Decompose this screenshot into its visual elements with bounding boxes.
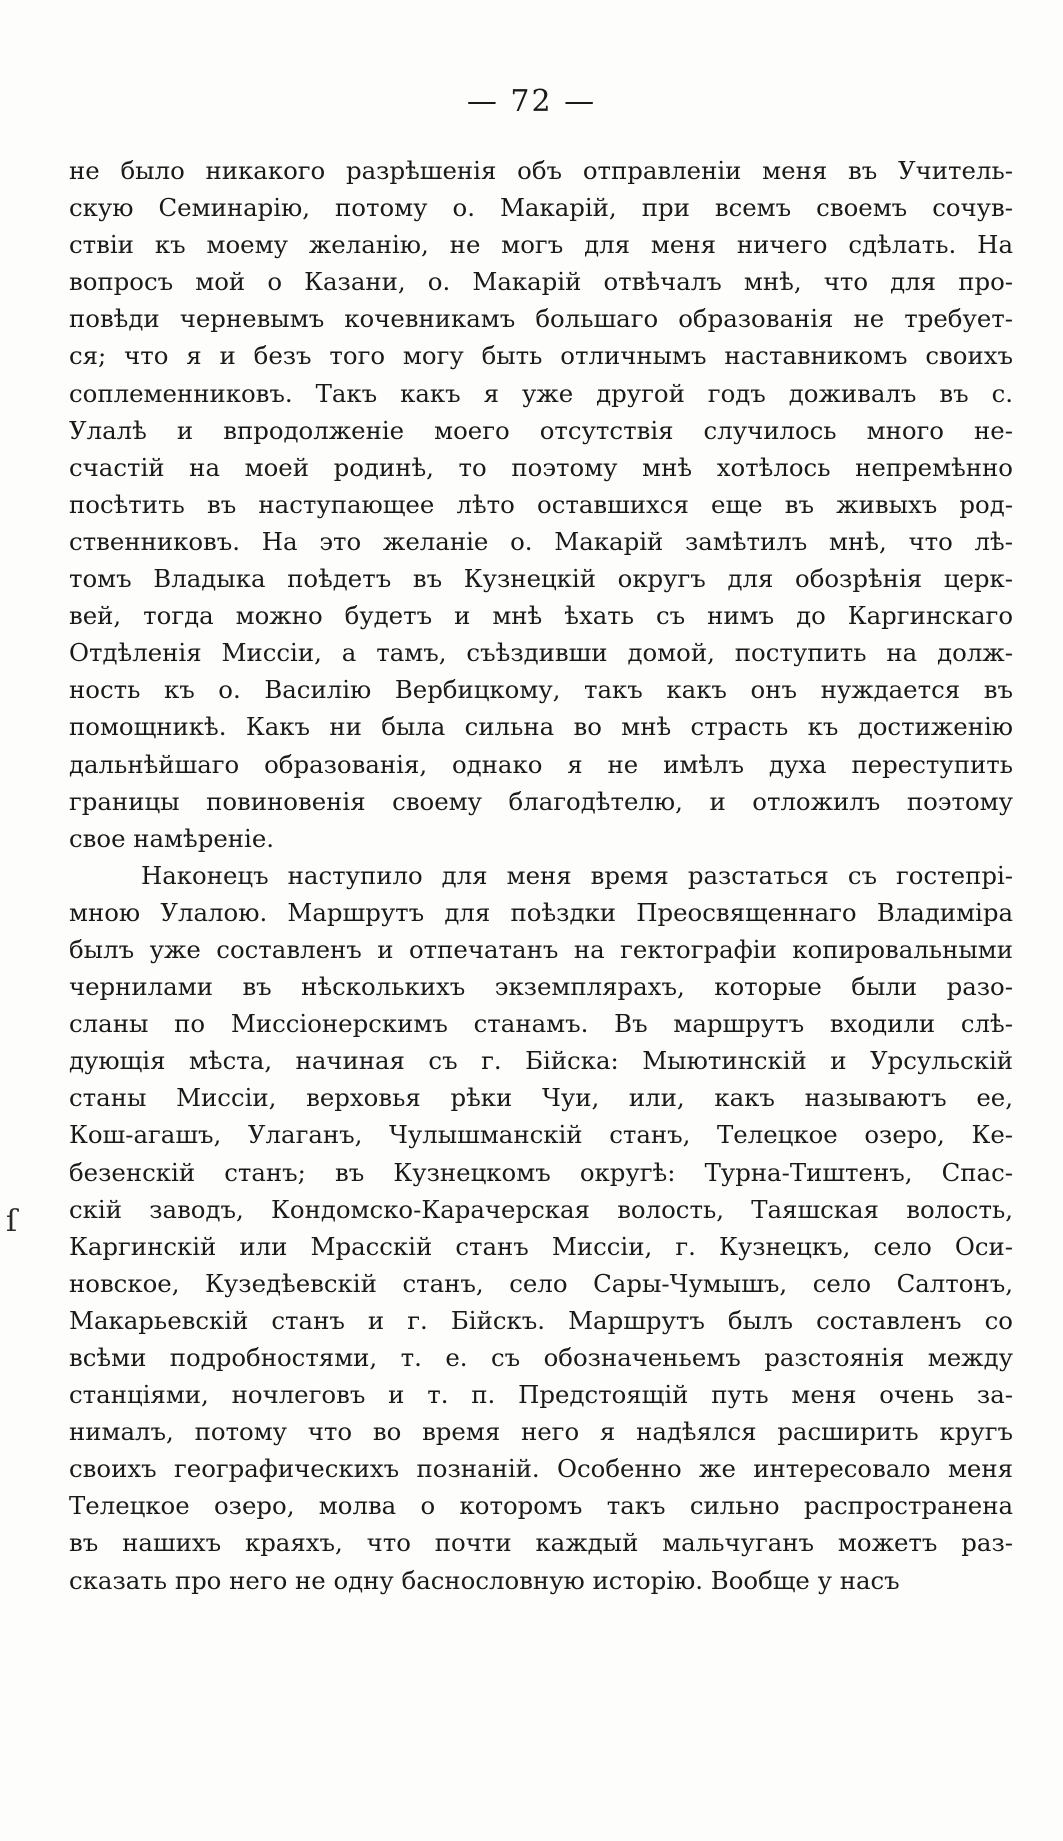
text-line: вей, тогда можно будетъ и мнѣ ѣхать съ нимъ до Каргинскаго xyxy=(69,601,1013,631)
text-line: былъ уже составленъ и отпечатанъ на гектографіи копировальными xyxy=(69,934,1013,964)
text-line: дальнѣйшаго образованія, однако я не имѣлъ духа переступить xyxy=(69,749,1013,779)
text-line: дующія мѣста, начиная съ г. Бійска: Мыютинскій и Урсульскій xyxy=(69,1046,1013,1076)
text-line: повѣди черневымъ кочевникамъ большаго образованія не требует- xyxy=(69,304,1013,334)
text-line: сланы по Миссіонерскимъ станамъ. Въ маршрутъ входили слѣ- xyxy=(69,1009,1013,1039)
text-line: помощникѣ. Какъ ни была сильна во мнѣ страсть къ достиженію xyxy=(69,712,1013,742)
paragraph xyxy=(69,857,1013,1599)
text-line: всѣми подробностями, т. е. съ обозначеньемъ разстоянія между xyxy=(69,1343,1013,1372)
text-line: соплеменниковъ. Такъ какъ я уже другой годъ доживалъ въ с. xyxy=(69,378,1013,408)
margin-annotation-mark: ſ xyxy=(6,1204,18,1239)
text-line: станціями, ночлеговъ и т. п. Предстоящій путь меня очень за- xyxy=(69,1380,1013,1410)
text-line: посѣтить въ наступающее лѣто оставшихся еще въ живыхъ род- xyxy=(69,489,1013,519)
text-line: скій заводъ, Кондомско-Карачерская волость, Таяшская волость, xyxy=(69,1194,1013,1224)
text-line: нималъ, потому что во время него я надѣялся расширить кругъ xyxy=(69,1417,1013,1447)
text-line: ственниковъ. На это желаніе о. Макарій замѣтилъ мнѣ, что лѣ- xyxy=(69,526,1013,556)
text-line: чернилами въ нѣсколькихъ экземплярахъ, которые были разо- xyxy=(69,972,1013,1002)
text-line: своихъ географическихъ познаній. Особенно же интересовало меня xyxy=(69,1454,1013,1484)
text-line: новское, Кузедѣевскій станъ, село Сары-Чумышъ, село Салтонъ, xyxy=(69,1268,1013,1298)
text-line: въ нашихъ краяхъ, что почти каждый мальчуганъ можетъ раз- xyxy=(69,1528,1013,1558)
text-line: станы Миссіи, верховья рѣки Чуи, или, какъ называютъ ее, xyxy=(69,1083,1013,1113)
text-line: счастій на моей родинѣ, то поэтому мнѣ хотѣлось непремѣнно xyxy=(69,452,1013,482)
text-line: безенскій станъ; въ Кузнецкомъ округѣ: Турна-Тиштенъ, Спас- xyxy=(69,1157,1013,1187)
text-line: Каргинскій или Мрасскій станъ Миссіи, г. Кузнецкъ, село Оси- xyxy=(69,1231,1013,1261)
text-line: скую Семинарію, потому о. Макарій, при всемъ своемъ сочув- xyxy=(69,193,1013,223)
page-number: — 72 — xyxy=(466,84,597,119)
text-line: Телецкое озеро, молва о которомъ такъ сильно распространена xyxy=(69,1491,1013,1521)
text-line: ность къ о. Василію Вербицкому, такъ какъ онъ нуждается въ xyxy=(69,675,1013,705)
text-line: не было никакого разрѣшенія объ отправленіи меня въ Учитель- xyxy=(69,156,1013,185)
body-text xyxy=(69,152,1013,1599)
text-line: ствіи къ моему желанію, не могъ для меня ничего сдѣлать. На xyxy=(69,230,1013,260)
paragraph xyxy=(69,152,1013,857)
text-line: мною Улалою. Маршрутъ для поѣздки Преосвященнаго Владиміра xyxy=(69,897,1013,927)
text-line: Макарьевскій станъ и г. Бійскъ. Маршрутъ былъ составленъ со xyxy=(69,1305,1013,1335)
text-line: Наконецъ наступило для меня время разстаться съ гостепрі- xyxy=(141,860,1013,890)
text-line: томъ Владыка поѣдетъ въ Кузнецкій округъ для обозрѣнія церк- xyxy=(69,564,1013,594)
text-line: Отдѣленія Миссіи, а тамъ, съѣздивши домой, поступить на долж- xyxy=(69,638,1013,668)
text-line: вопросъ мой о Казани, о. Макарій отвѣчалъ мнѣ, что для про- xyxy=(69,267,1013,297)
text-line: Улалѣ и впродолженіе моего отсутствія случилось много не- xyxy=(69,415,1013,445)
text-line: Кош-агашъ, Улаганъ, Чулышманскій станъ, Телецкое озеро, Ке- xyxy=(69,1120,1013,1150)
text-line: сказать про него не одну баснословную исторію. Вообще у насъ xyxy=(69,1565,900,1595)
text-line: ся; что я и безъ того могу быть отличнымъ наставникомъ своихъ xyxy=(69,341,1013,371)
text-line: свое намѣреніе. xyxy=(69,823,275,853)
text-line: границы повиновенія своему благодѣтелю, и отложилъ поэтому xyxy=(69,786,1013,816)
